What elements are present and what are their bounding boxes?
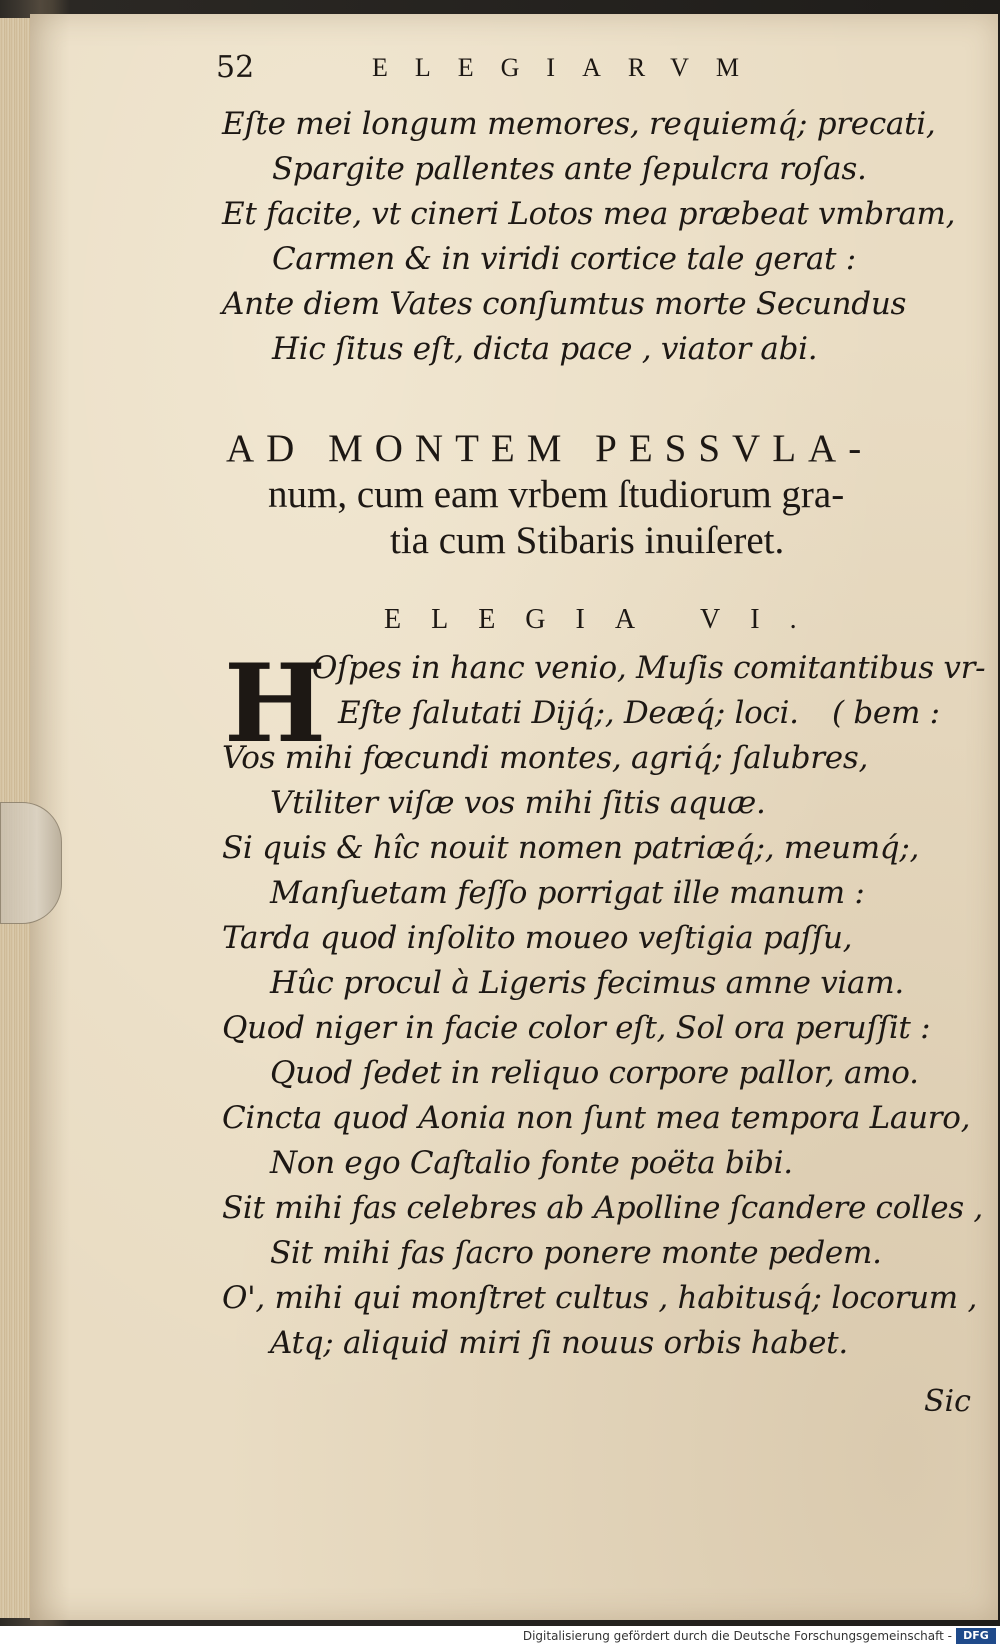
page-number: 52 xyxy=(216,50,255,85)
poem-title-line-3: tia cum Stibaris inuiſeret. xyxy=(390,519,785,562)
verse-line: Hûc procul à Ligeris fecimus amne viam. xyxy=(270,965,904,1001)
verse-line: Carmen & in viridi cortice tale gerat : xyxy=(272,241,856,277)
drop-cap: H xyxy=(224,641,327,767)
verse-line: Et facite, vt cineri Lotos mea præbeat vmbram, xyxy=(222,196,956,232)
verse-line: Eſte ſalutati Dijq́;, Deæq́; loci. xyxy=(338,695,799,731)
verse-line: Quod ſedet in reliquo corpore pallor, amo. xyxy=(270,1055,919,1091)
verse-line: Vtiliter viſæ vos mihi ſitis aquæ. xyxy=(270,785,766,821)
elegia-heading: ELEGIA VI. xyxy=(384,604,827,635)
poem-title-line-1: AD MONTEM PESSVLA- xyxy=(226,427,874,470)
poem-title-line-2: num, cum eam vrbem ſtudiorum gra- xyxy=(268,473,845,516)
verse-line: Tarda quod inſolito moueo veſtigia paſſu, xyxy=(222,920,853,956)
verse-line: Eſte mei longum memores, requiemq́; precati, xyxy=(222,106,936,142)
bookmark-tab xyxy=(0,802,62,924)
verse-line: O', mihi qui monſtret cultus , habitusq́; locorum , xyxy=(222,1280,978,1316)
running-title: ELEGIARVM xyxy=(372,53,767,82)
verse-line: Si quis & hîc nouit nomen patriæq́;, meumq́;, xyxy=(222,830,920,866)
verse-line: Spargite pallentes ante ſepulcra roſas. xyxy=(272,151,867,187)
verse-line: Hic ſitus eſt, dicta pace , viator abi. xyxy=(272,331,818,367)
verse-line: Manſuetam feſſo porrigat ille manum : xyxy=(270,875,865,911)
verse-line: Vos mihi fœcundi montes, agriq́; ſalubres, xyxy=(222,740,868,776)
verse-line: Cincta quod Aonia non ſunt mea tempora Lauro, xyxy=(222,1100,971,1136)
verse-line-overflow: ( bem : xyxy=(832,695,940,731)
footer-credit: Digitalisierung gefördert durch die Deutsche Forschungsgemeinschaft - xyxy=(522,1629,952,1643)
verse-line: Sit mihi fas celebres ab Apolline ſcandere colles , xyxy=(222,1190,983,1226)
verse-line: Ante diem Vates conſumtus morte Secundus xyxy=(222,286,907,322)
dfg-logo[interactable]: DFG xyxy=(956,1628,996,1644)
verse-line: Quod niger in facie color eſt, Sol ora peruſſit : xyxy=(222,1010,931,1046)
verse-line: Atq; aliquid miri ſi nouus orbis habet. xyxy=(270,1325,848,1361)
verse-line: Sit mihi fas ſacro ponere monte pedem. xyxy=(270,1235,882,1271)
catchword: Sic xyxy=(924,1384,971,1419)
verse-line: Non ego Caſtalio fonte poëta bibi. xyxy=(270,1145,793,1181)
verse-line: Oſpes in hanc venio, Muſis comitantibus vr- xyxy=(312,650,986,686)
